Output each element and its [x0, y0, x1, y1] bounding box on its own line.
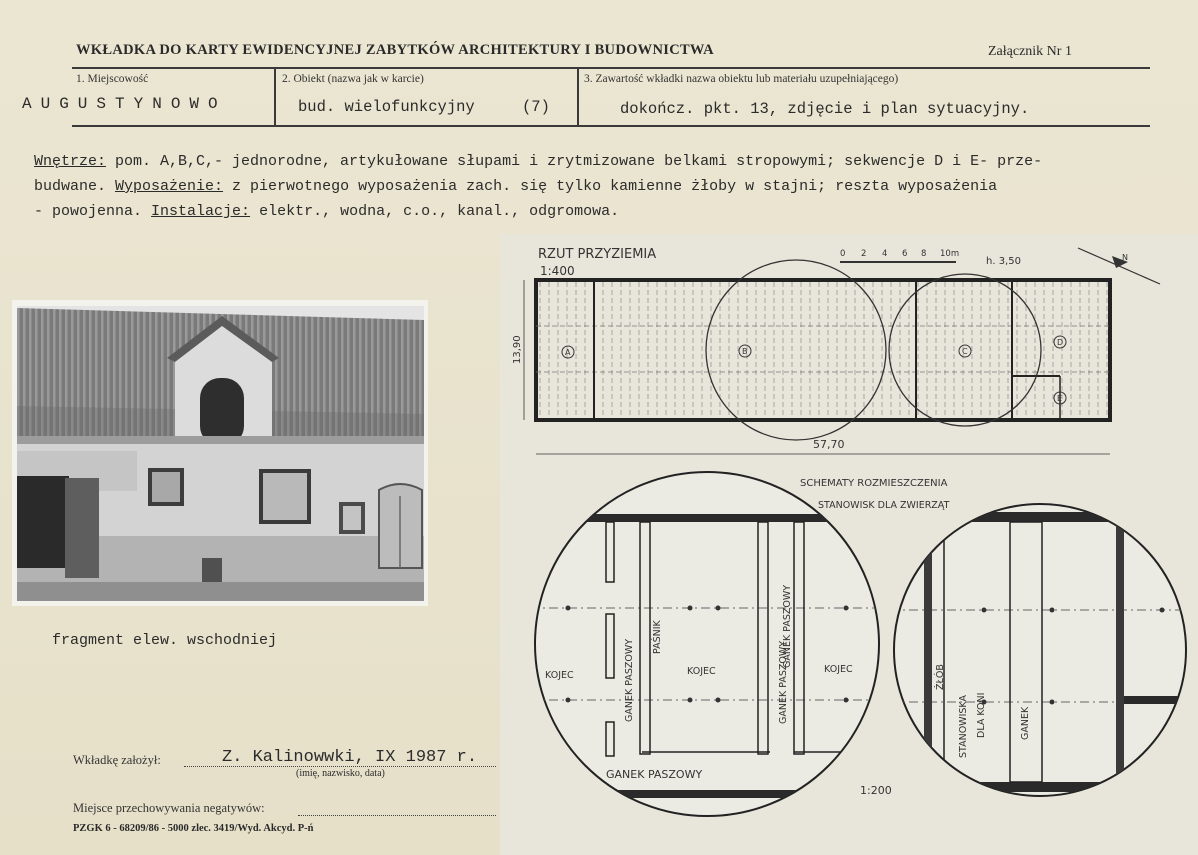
svg-text:4: 4 [882, 249, 888, 259]
svg-text:2: 2 [861, 249, 867, 259]
ganek-label: GANEK [1020, 706, 1031, 740]
object-number: (7) [522, 98, 550, 116]
installations-label: Instalacje: [151, 203, 251, 220]
photo-caption: fragment elew. wschodniej [52, 632, 278, 649]
pigsty-schema [530, 472, 890, 816]
svg-text:B: B [742, 347, 748, 356]
founded-value: Z. Kalinowwki, IX 1987 r. [222, 748, 478, 767]
svg-text:D: D [1057, 338, 1064, 347]
installations-text: elektr., wodna, c.o., kanal., odgromowa. [250, 203, 620, 220]
horse-stall-schema [890, 504, 1190, 796]
equipment-label: Wyposażenie: [115, 178, 224, 195]
negatives-label: Miejsce przechowywania negatywów: [73, 801, 265, 815]
interior-text: pom. A,B,C,- jednorodne, artykułowane słupami i zrytmizowane belkami stropowymi; sekwencje D i E- prze- [106, 153, 1043, 170]
building-photo [17, 306, 424, 601]
kojec-label: KOJEC [545, 670, 574, 681]
pasnik-label: PAŚNIK [652, 620, 663, 654]
svg-text:10m: 10m [940, 249, 960, 259]
svg-text:A: A [565, 348, 571, 357]
equipment-text: z pierwotnego wyposażenia zach. się tylko kamienne żłoby w stajni; reszta wyposażenia [223, 178, 998, 195]
height-note: h. 3,50 [986, 256, 1021, 267]
founded-label: Wkładkę założył: [73, 753, 161, 767]
description-text [34, 149, 1184, 224]
floor-plan [512, 260, 1110, 454]
card-title: WKŁADKA DO KARTY EWIDENCYJNEJ ZABYTKÓW ARCHITEKTURY I BUDOWNICTWA [76, 42, 714, 58]
divider [274, 67, 276, 125]
dla-koni-label: DLA KONI [976, 692, 987, 738]
content-value: dokończ. pkt. 13, zdjęcie i plan sytuacyjny. [620, 100, 1030, 118]
founded-sub: (imię, nazwisko, data) [296, 768, 385, 779]
zlob-label: ŻŁÓB [935, 664, 946, 690]
divider [72, 125, 1150, 127]
ganek-paszowy-label: GANEK PASZOWY [782, 584, 793, 668]
object-value: bud. wielofunkcyjny [298, 98, 475, 116]
svg-text:N: N [1122, 253, 1128, 262]
svg-text:0: 0 [840, 249, 846, 259]
interior-label: Wnętrze: [34, 153, 107, 170]
line2-start: budwane. [34, 178, 116, 195]
negatives-line [298, 815, 496, 816]
svg-text:8: 8 [921, 249, 927, 259]
floor-plan-drawing [500, 234, 1198, 855]
plan-title: RZUT PRZYZIEMIA [538, 247, 657, 262]
attachment-number: Załącznik Nr 1 [988, 44, 1072, 59]
schema-title-2: STANOWISK DLA ZWIERZĄT [818, 500, 950, 511]
ganek-paszowy-label: GANEK PASZOWY [624, 638, 635, 722]
divider [72, 67, 1150, 69]
place-label: 1. Miejscowość [76, 73, 149, 85]
print-info: PZGK 6 - 68209/86 - 5000 zlec. 3419/Wyd. Akcyd. P-ń [73, 823, 314, 834]
width-dimension: 13,90 [512, 335, 523, 364]
ganek-paszowy-label: GANEK PASZOWY [778, 640, 789, 724]
divider [577, 67, 579, 125]
svg-text:C: C [962, 347, 968, 356]
kojec-label: KOJEC [687, 666, 716, 677]
object-label: 2. Obiekt (nazwa jak w karcie) [282, 73, 424, 85]
kojec-label: KOJEC [824, 664, 853, 675]
content-label: 3. Zawartość wkładki nazwa obiektu lub materiału uzupełniającego) [584, 73, 899, 85]
svg-text:E: E [1057, 394, 1063, 403]
schema-scale: 1:200 [860, 784, 892, 797]
svg-text:6: 6 [902, 249, 908, 259]
plan-scale: 1:400 [540, 264, 575, 278]
length-dimension: 57,70 [813, 438, 845, 451]
schema-title-1: SCHEMATY ROZMIESZCZENIA [800, 478, 948, 489]
scale-bar [840, 249, 959, 262]
place-value: AUGUSTYNOWO [22, 95, 227, 113]
ganek-paszowy-bottom: GANEK PASZOWY [606, 768, 703, 781]
stanowiska-label: STANOWISKA [958, 695, 969, 758]
line3-start: - powojenna. [34, 203, 152, 220]
